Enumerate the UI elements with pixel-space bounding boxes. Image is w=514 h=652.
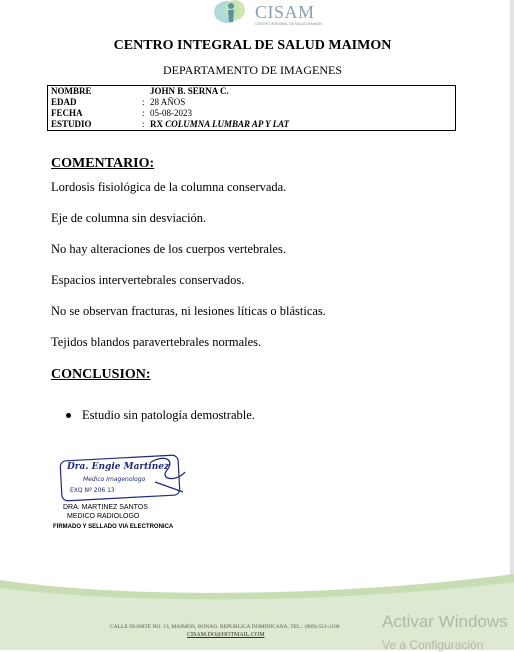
patient-label: FECHA [51, 108, 83, 118]
patient-colon: : [142, 97, 145, 107]
comentario-heading: COMENTARIO: [51, 156, 155, 171]
footer-address: CALLE DUARTE NO. 13, MAIMÓN, BONAO, REPUBLICA DOMINICANA, TEL.: (809)-551-2100 [110, 624, 340, 630]
comentario-line: Espacios intervertebrales conservados. [51, 273, 245, 287]
patient-info-box [47, 85, 456, 131]
logo-text: CISAM [255, 2, 315, 22]
study-prefix: RX [150, 119, 163, 129]
logo-subtitle: CENTRO INTEGRAL DE SALUD MAIMON [255, 22, 322, 26]
comentario-line: No hay alteraciones de los cuerpos vertebrales. [51, 242, 286, 256]
activate-windows-watermark: Activar Windows [382, 612, 508, 631]
patient-label: EDAD [51, 97, 77, 107]
stamp-role: Medico Imagenologo [83, 476, 146, 483]
patient-label: NOMBRE [51, 86, 92, 96]
signed-note: FIRMADO Y SELLADO VIA ELECTRONICA [53, 524, 174, 530]
comentario-line: Eje de columna sin desviación. [51, 211, 207, 225]
patient-date-value: 05-08-2023 [150, 108, 192, 118]
patient-name-value: JOHN B. SERNA C. [150, 86, 229, 96]
doctor-stamp [55, 452, 195, 504]
stamp-exequatur: EXQ Nº 206 13 [70, 487, 115, 494]
comentario-line: Lordosis fisiológica de la columna conservada. [51, 180, 287, 194]
conclusion-item-text: Estudio sin patología demostrable. [82, 408, 255, 422]
bullet-icon [66, 413, 71, 418]
document-title: CENTRO INTEGRAL DE SALUD MAIMON [113, 38, 392, 53]
patient-label: ESTUDIO [51, 119, 92, 129]
logo-figure-icon [207, 0, 253, 26]
footer-email[interactable]: CISAM.DO@HOTMAIL.COM [187, 632, 265, 638]
activate-windows-subtext: Ve a Configuración [382, 638, 484, 652]
patient-age-value: 28 AÑOS [150, 97, 186, 107]
signer-name: DRA. MARTINEZ SANTOS [63, 504, 148, 511]
patient-colon: : [142, 108, 145, 118]
comentario-line: No se observan fracturas, ni lesiones líticas o blásticas. [51, 304, 326, 318]
signer-title: MEDICO RADIOLOGO [67, 513, 140, 520]
patient-study-value [150, 119, 289, 130]
conclusion-heading: CONCLUSION: [51, 367, 151, 382]
comentario-line: Tejidos blandos paravertebrales normales. [51, 335, 262, 349]
page-edge [510, 0, 514, 650]
stamp-doctor-name: Dra. Engie Martinez [67, 462, 170, 472]
department-name: DEPARTAMENTO DE IMAGENES [163, 63, 342, 77]
study-name: COLUMNA LUMBAR AP Y LAT [165, 119, 290, 129]
cisam-logo [205, 0, 322, 26]
patient-colon: : [142, 119, 145, 129]
